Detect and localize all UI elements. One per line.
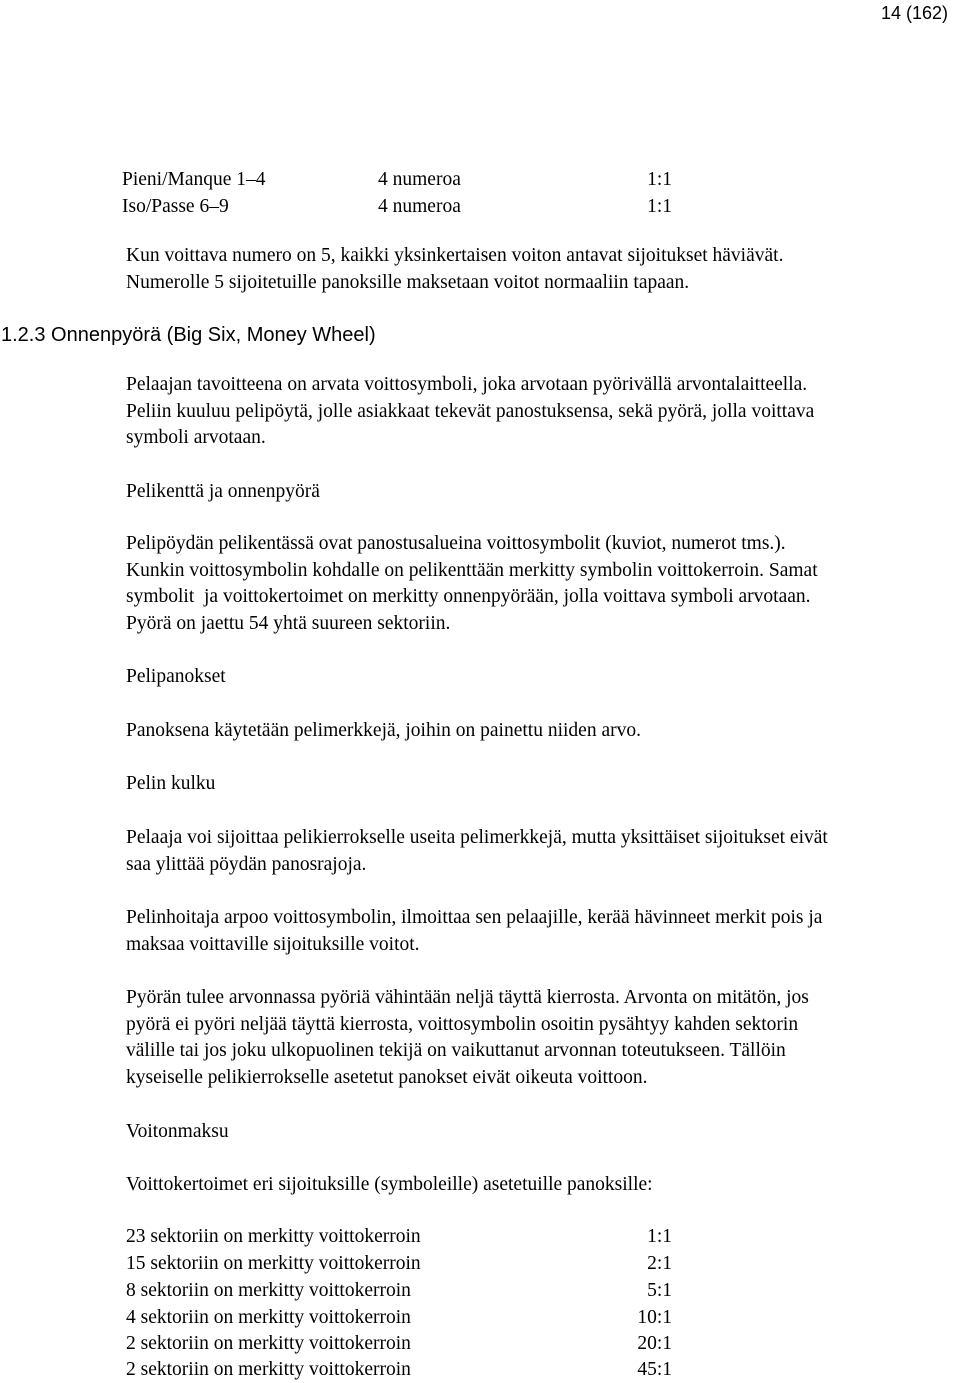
text-line: saa ylittää pöydän panosrajoja. (126, 853, 367, 875)
text-line: Peliin kuuluu pelipöytä, jolle asiakkaat tekevät panostuksensa, sekä pyörä, jolla voittava (126, 400, 815, 422)
flow-paragraph-2 (126, 905, 960, 958)
payout-row (126, 1305, 672, 1331)
text-line: Pyörän tulee arvonnassa pyöriä vähintään neljä täyttä kierrosta. Arvonta on mitätön, jos (126, 987, 809, 1008)
payout-label: 2 sektoriin on merkitty voittokerroin (126, 1359, 411, 1380)
payout-row (126, 1224, 672, 1250)
bets-paragraph (126, 718, 960, 745)
payout-odds: 20:1 (637, 1333, 672, 1354)
page-number: 14 (162) (880, 3, 948, 23)
payout-row (126, 1278, 672, 1304)
payout-odds: 2:1 (647, 1253, 672, 1274)
intro-paragraph (126, 372, 960, 452)
text-line: Kunkin voittosymbolin kohdalle on pelikenttään merkitty symbolin voittokerroin. Samat (126, 559, 818, 581)
subheading-table: Pelikenttä ja onnenpyörä (126, 481, 320, 502)
payout-row (126, 1251, 672, 1277)
note-paragraph (126, 243, 960, 296)
text-line: Kun voittava numero on 5, kaikki yksinkertaisen voiton antavat sijoitukset häviävät. (126, 245, 784, 266)
text-line: kyseiselle pelikierrokselle asetetut panokset eivät oikeuta voittoon. (126, 1066, 648, 1088)
text-line: Panoksena käytetään pelimerkkejä, joihin on painettu niiden arvo. (126, 720, 641, 741)
text-line: Voittokertoimet eri sijoituksille (symboleille) asetetuille panoksille: (126, 1174, 653, 1195)
flow-paragraph-3 (126, 985, 960, 1091)
bet-odds: 1:1 (647, 169, 672, 190)
payout-row (126, 1331, 672, 1357)
payout-intro (126, 1172, 960, 1199)
bet-name: Pieni/Manque 1–4 (122, 169, 266, 190)
subheading-flow: Pelin kulku (126, 773, 216, 794)
payout-odds: 1:1 (647, 1226, 672, 1247)
table-paragraph (126, 531, 960, 637)
text-line: Pyörä on jaettu 54 yhtä suureen sektoriin. (126, 612, 451, 634)
subheading-bets: Pelipanokset (126, 666, 226, 687)
flow-paragraph-1 (126, 825, 960, 878)
payout-label: 23 sektoriin on merkitty voittokerroin (126, 1226, 421, 1247)
payout-label: 8 sektoriin on merkitty voittokerroin (126, 1280, 411, 1301)
subheading-payout: Voitonmaksu (126, 1121, 229, 1142)
payout-odds: 45:1 (637, 1359, 672, 1380)
text-line: välille tai jos joku ulkopuolinen tekijä on vaikuttanut arvonnan toteutukseen. Tällöin (126, 1040, 786, 1061)
payout-label: 4 sektoriin on merkitty voittokerroin (126, 1307, 411, 1328)
bet-coverage: 4 numeroa (378, 196, 461, 217)
text-line: Numerolle 5 sijoitetuille panoksille maksetaan voitot normaaliin tapaan. (126, 271, 690, 293)
payout-odds: 5:1 (647, 1280, 672, 1301)
text-line: symbolit ja voittokertoimet on merkitty onnenpyörään, jolla voittava symboli arvotaan. (126, 586, 811, 607)
bet-row-large (122, 194, 672, 220)
payout-row (126, 1357, 672, 1383)
text-line: Pelaajan tavoitteena on arvata voittosymboli, joka arvotaan pyörivällä arvontalaitteella. (126, 374, 808, 395)
bet-name: Iso/Passe 6–9 (122, 196, 229, 217)
bet-row-small (122, 167, 672, 193)
payout-label: 15 sektoriin on merkitty voittokerroin (126, 1253, 421, 1274)
bet-coverage: 4 numeroa (378, 169, 461, 190)
section-heading: 1.2.3 Onnenpyörä (Big Six, Money Wheel) (1, 324, 376, 346)
text-line: Pelinhoitaja arpoo voittosymbolin, ilmoittaa sen pelaajille, kerää hävinneet merkit pois ja (126, 907, 823, 928)
text-line: Pelaaja voi sijoittaa pelikierrokselle useita pelimerkkejä, mutta yksittäiset sijoitukset eivät (126, 827, 828, 848)
text-line: Pelipöydän pelikentässä ovat panostusalueina voittosymbolit (kuviot, numerot tms.). (126, 533, 786, 554)
bet-odds: 1:1 (647, 196, 672, 217)
text-line: maksaa voittaville sijoituksille voitot. (126, 933, 420, 955)
payout-odds: 10:1 (637, 1307, 672, 1328)
text-line: pyörä ei pyöri neljää täyttä kierrosta, voittosymbolin osoitin pysähtyy kahden sektorin (126, 1013, 799, 1035)
text-line: symboli arvotaan. (126, 427, 266, 448)
payout-label: 2 sektoriin on merkitty voittokerroin (126, 1333, 411, 1354)
